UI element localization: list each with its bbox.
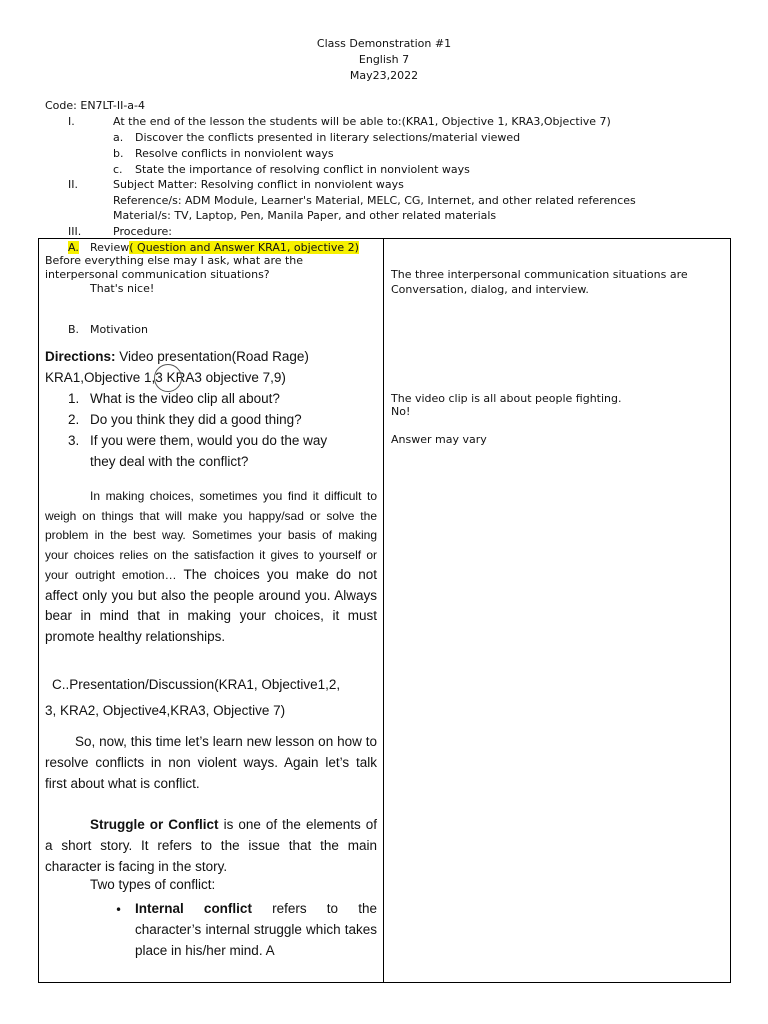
objectives-intro: At the end of the lesson the students will be able to:(KRA1, Objective 1, KRA3,Objective 7) [113,115,611,128]
code-line: Code: EN7LT-II-a-4 [45,99,145,112]
kra-line: KRA1,Objective 1,3 KRA3 objective 7,9) [45,370,286,385]
lesson-intro-paragraph: So, now, this time let’s learn new lesson on how to resolve conflicts in non violent ways. Again let’s talk first about what is conflict. [45,734,377,791]
question-3: If you were them, would you do the way [90,433,328,448]
bullet-icon: • [115,903,123,917]
review-heading: Review( Question and Answer KRA1, objective 2) [90,241,359,254]
objective-letter-b: b. [113,147,124,160]
question-3-cont: they deal with the conflict? [90,454,249,469]
internal-conflict-definition: Internal conflict refers to the character’s internal struggle which takes place in his/her mind. A [135,901,377,958]
review-letter: A. [68,241,79,254]
answer-4: Answer may vary [391,433,487,446]
answer-1-line2: Conversation, dialog, and interview. [391,283,589,296]
section-num-ii: II. [68,178,78,191]
objective-text-c: State the importance of resolving conflict in nonviolent ways [135,163,470,176]
review-highlight: ( Question and Answer KRA1, objective 2) [129,241,359,254]
answer-1-line1: The three interpersonal communication situations are [391,268,688,281]
objective-text-a: Discover the conflicts presented in literary selections/material viewed [135,131,521,144]
doc-date: May23,2022 [349,69,419,82]
answer-2: The video clip is all about people fighting. [391,392,622,405]
review-response: That's nice! [90,282,155,295]
review-question-line2: interpersonal communication situations? [45,268,270,281]
motivation-letter: B. [68,323,80,336]
answer-3: No! [391,405,411,418]
doc-title: Class Demonstration #1 [316,37,452,50]
section-num-iii: III. [68,225,82,238]
question-num-2: 2. [68,412,80,427]
question-2: Do you think they did a good thing? [90,412,302,427]
materials: Material/s: TV, Laptop, Pen, Manila Paper, and other related materials [113,209,497,222]
choices-paragraph: In making choices, sometimes you find it difficult to weigh on things that will make you happy/sad or solve the problem in the best way. Sometimes your basis of making your choices relies on the satisfaction it gives to yourself or your outright emotion… The choices you make do not affect only you but also the people around you. Always bear in mind that in making your choices, it must promote healthy relationships. [45,489,378,644]
presentation-heading-line1: C..Presentation/Discussion(KRA1, Objective1,2, [52,677,341,692]
question-num-1: 1. [68,391,80,406]
review-question-line1: Before everything else may I ask, what are the [45,254,304,267]
hand-drawn-circle [154,364,182,392]
conflict-definition: Struggle or Conflict is one of the elements of a short story. It refers to the issue that the main character is facing in the story. [45,817,378,874]
references: Reference/s: ADM Module, Learner's Material, MELC, CG, Internet, and other related references [113,194,636,207]
directions-line: Directions: Video presentation(Road Rage) [45,349,309,364]
objective-letter-c: c. [113,163,123,176]
section-num-i: I. [68,115,75,128]
doc-subject: English 7 [358,53,410,66]
two-types-heading: Two types of conflict: [90,877,216,892]
subject-matter: Subject Matter: Resolving conflict in nonviolent ways [113,178,404,191]
objective-letter-a: a. [113,131,124,144]
objective-text-b: Resolve conflicts in nonviolent ways [135,147,334,160]
motivation-heading: Motivation [90,323,148,336]
table-column-divider [383,238,384,983]
procedure-label: Procedure: [113,225,172,238]
question-num-3: 3. [68,433,80,448]
presentation-heading-line2: 3, KRA2, Objective4,KRA3, Objective 7) [45,703,286,718]
question-1: What is the video clip all about? [90,391,280,406]
